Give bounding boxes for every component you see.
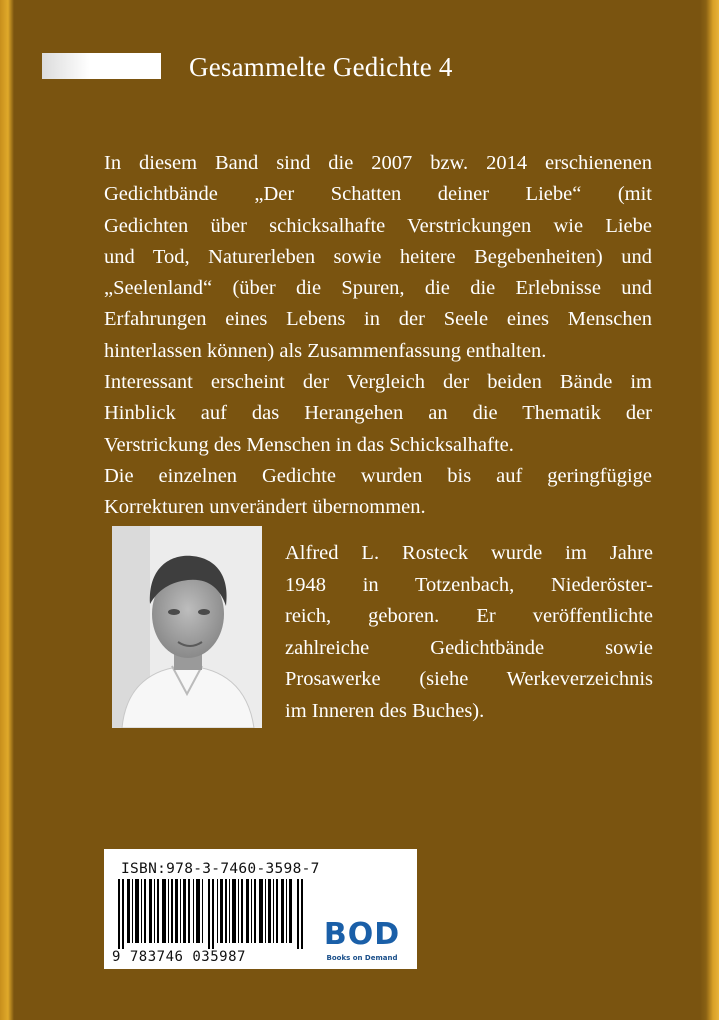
blurb-line: Verstrickung des Menschen in das Schicksalhafte. (104, 433, 514, 456)
author-bio (285, 538, 653, 727)
isbn-label: ISBN:978-3-7460-3598-7 (121, 861, 320, 877)
bio-line: 1948 in Totzenbach, Niederöster- (285, 573, 653, 596)
blurb-line: Korrekturen unverändert übernommen. (104, 496, 426, 519)
publisher-logo (318, 917, 406, 965)
bio-line: reich, geboren. Er veröffentlichte (285, 605, 653, 627)
blurb-text (104, 148, 652, 524)
series-marker-bar (42, 53, 161, 79)
bio-line: zahlreiche Gedichtbände sowie (285, 636, 653, 659)
bio-line: Alfred L. Rosteck wurde im Jahre (285, 542, 653, 564)
barcode-icon (118, 879, 308, 949)
blurb-line: „Seelenland“ (über die Spuren, die die Erlebnisse und (104, 277, 652, 300)
author-portrait-illustration (112, 526, 262, 728)
bio-line: Prosawerke (siehe Werkeverzeichnis (285, 668, 653, 690)
publisher-logo-text: BOD (323, 917, 401, 952)
blurb-line: Interessant erscheint der Vergleich der beiden Bände im (104, 371, 652, 394)
ean-digits: 9 783746 035987 (112, 949, 246, 965)
author-photo (112, 526, 262, 728)
blurb-line: hinterlassen können) als Zusammenfassung enthalten. (104, 339, 547, 362)
series-title: Gesammelte Gedichte 4 (189, 52, 453, 82)
barcode-panel (104, 849, 417, 969)
blurb-line: Die einzelnen Gedichte wurden bis auf geringfügige (104, 464, 652, 487)
blurb-line: Erfahrungen eines Lebens in der Seele eines Menschen (104, 308, 652, 331)
blurb-line: Hinblick auf das Herangehen an die Thematik der (104, 402, 652, 425)
blurb-line: Gedichtbände „Der Schatten deiner Liebe“ (mit (104, 183, 652, 206)
blurb-line: und Tod, Naturerleben sowie heitere Begebenheiten) und (104, 245, 652, 268)
blurb-line: In diesem Band sind die 2007 bzw. 2014 erschienenen (104, 152, 652, 174)
publisher-tagline: Books on Demand (326, 954, 398, 962)
blurb-line: Gedichten über schicksalhafte Verstrickungen wie Liebe (104, 214, 652, 237)
bio-line: im Inneren des Buches). (285, 699, 485, 722)
